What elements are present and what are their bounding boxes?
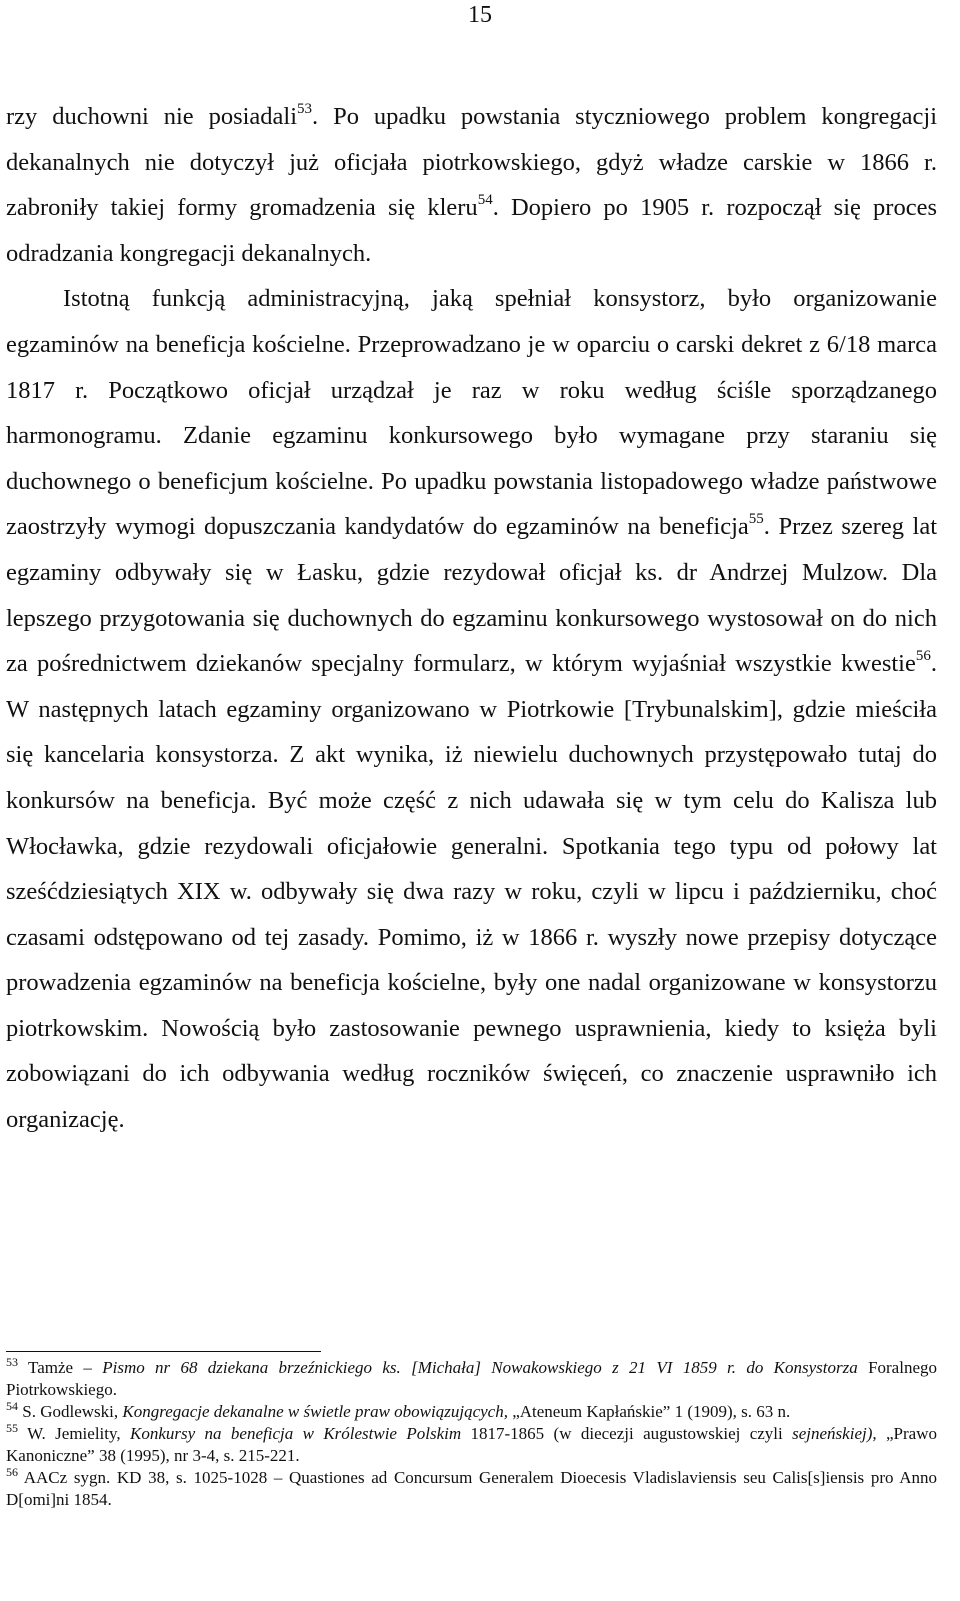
text-run: Foralnego Piotrkowskiego. [6, 1358, 938, 1399]
footnote [6, 1423, 937, 1467]
text-run: . Przez szereg lat egzaminy odbywały się w Łasku, gdzie rezydował oficjał ks. dr Andrzej Mulzow. Dla lepszego przygotowania się duchownych do egzaminu konkursowego wystosował on do nich za pośrednictwem dziekanów specjalny formularz, w którym wyjaśniał wszystkie kwestie [6, 513, 937, 678]
text-run: W. Jemielity, [18, 1424, 131, 1443]
footnote-number: 53 [6, 1355, 18, 1369]
text-run: . W następnych latach egzaminy organizowano w Piotrkowie [Trybunalskim], gdzie mieściła się kancelaria konsystorza. Z akt wynika, iż niewielu duchownych przystępowało tutaj do konkursów na beneficja. Być może część z nich udawała się w tym celu do Kalisza lub Włocławka, gdzie rezydowali oficjałowie generalni. Spotkania tego typu od połowy lat sześćdziesiątych XIX w. odbywały się dwa razy w roku, czyli w lipcu i październiku, choć czasami odstępowano od tej zasady. Pomimo, iż w 1866 r. wyszły nowe przepisy dotyczące prowadzenia egzaminów na beneficja kościelne, były one nadal organizowane w konsystorzu piotrkowskim. Nowością było zastosowanie pewnego usprawnienia, kiedy to księża byli zobowiązani do ich odbywania według roczników święceń, co znaczenie usprawniło ich organizację. [6, 650, 937, 1134]
paragraph [6, 276, 937, 1142]
footnote [6, 1401, 937, 1423]
text-run: S. Godlewski, [18, 1402, 123, 1421]
text-run: . Po upadku powstania styczniowego problem kongregacji dekanalnych nie dotyczył już oficjała piotrkowskiego, gdyż władze carskie w 1866 r. zabroniły takiej formy gromadzenia się kleru [6, 103, 937, 222]
footnote-reference: 53 [297, 101, 313, 117]
text-run: rzy duchowni nie posiadali [6, 103, 298, 130]
italic-text: Konkursy na beneficja w Królestwie Polskim [130, 1424, 462, 1443]
text-run: . Dopiero po 1905 r. rozpoczął się proces odradzania kongregacji dekanalnych. [6, 194, 938, 267]
text-run: Istotną funkcją administracyjną, jaką spełniał konsystorz, było organizowanie egzaminów na beneficja kościelne. Przeprowadzano je w oparciu o carski dekret z 6/18 marca 1817 r. Początkowo oficjał urządzał je raz w roku według ściśle sporządzanego harmonogramu. Zdanie egzaminu konkursowego było wymagane przy staraniu się duchownego o beneficjum kościelne. Po upadku powstania listopadowego władze państwowe zaostrzyły wymogi dopuszczania kandydatów do egzaminów na beneficja [6, 285, 937, 541]
footnote-reference: 54 [477, 192, 493, 209]
text-run: „Ateneum Kapłańskie” 1 (1909), s. 63 n. [507, 1402, 791, 1421]
text-run: 1817-1865 (w diecezji augustowskiej czyli [461, 1424, 793, 1443]
italic-text: sejneńskiej), [792, 1424, 877, 1443]
footnote-reference: 56 [915, 648, 931, 665]
text-run: „Prawo Kanoniczne” 38 (1995), nr 3-4, s. 215-221. [6, 1424, 937, 1465]
body-text [6, 94, 937, 1143]
footnote-number: 55 [6, 1421, 18, 1435]
italic-text: Pismo nr 68 dziekana brzeźnickiego ks. [Michała] Nowakowskiego z 21 VI 1859 r. do Konsystorza [102, 1358, 858, 1377]
footnote [6, 1357, 937, 1401]
paragraph [6, 94, 937, 276]
page-number: 15 [468, 2, 492, 28]
footnote-number: 56 [6, 1465, 18, 1479]
italic-text: Kongregacje dekanalne w świetle praw obowiązujących, [122, 1402, 508, 1421]
footnote [6, 1467, 937, 1511]
footnotes [6, 1357, 937, 1511]
footnote-reference: 55 [748, 511, 764, 528]
footnote-separator [6, 1351, 321, 1352]
footnote-number: 54 [6, 1399, 18, 1413]
text-run: Tamże – [18, 1358, 103, 1377]
text-run: AACz sygn. KD 38, s. 1025-1028 – Quastiones ad Concursum Generalem Dioecesis Vladislaviensis seu Calis[s]iensis pro Anno D[omi]ni 1854. [6, 1468, 937, 1509]
